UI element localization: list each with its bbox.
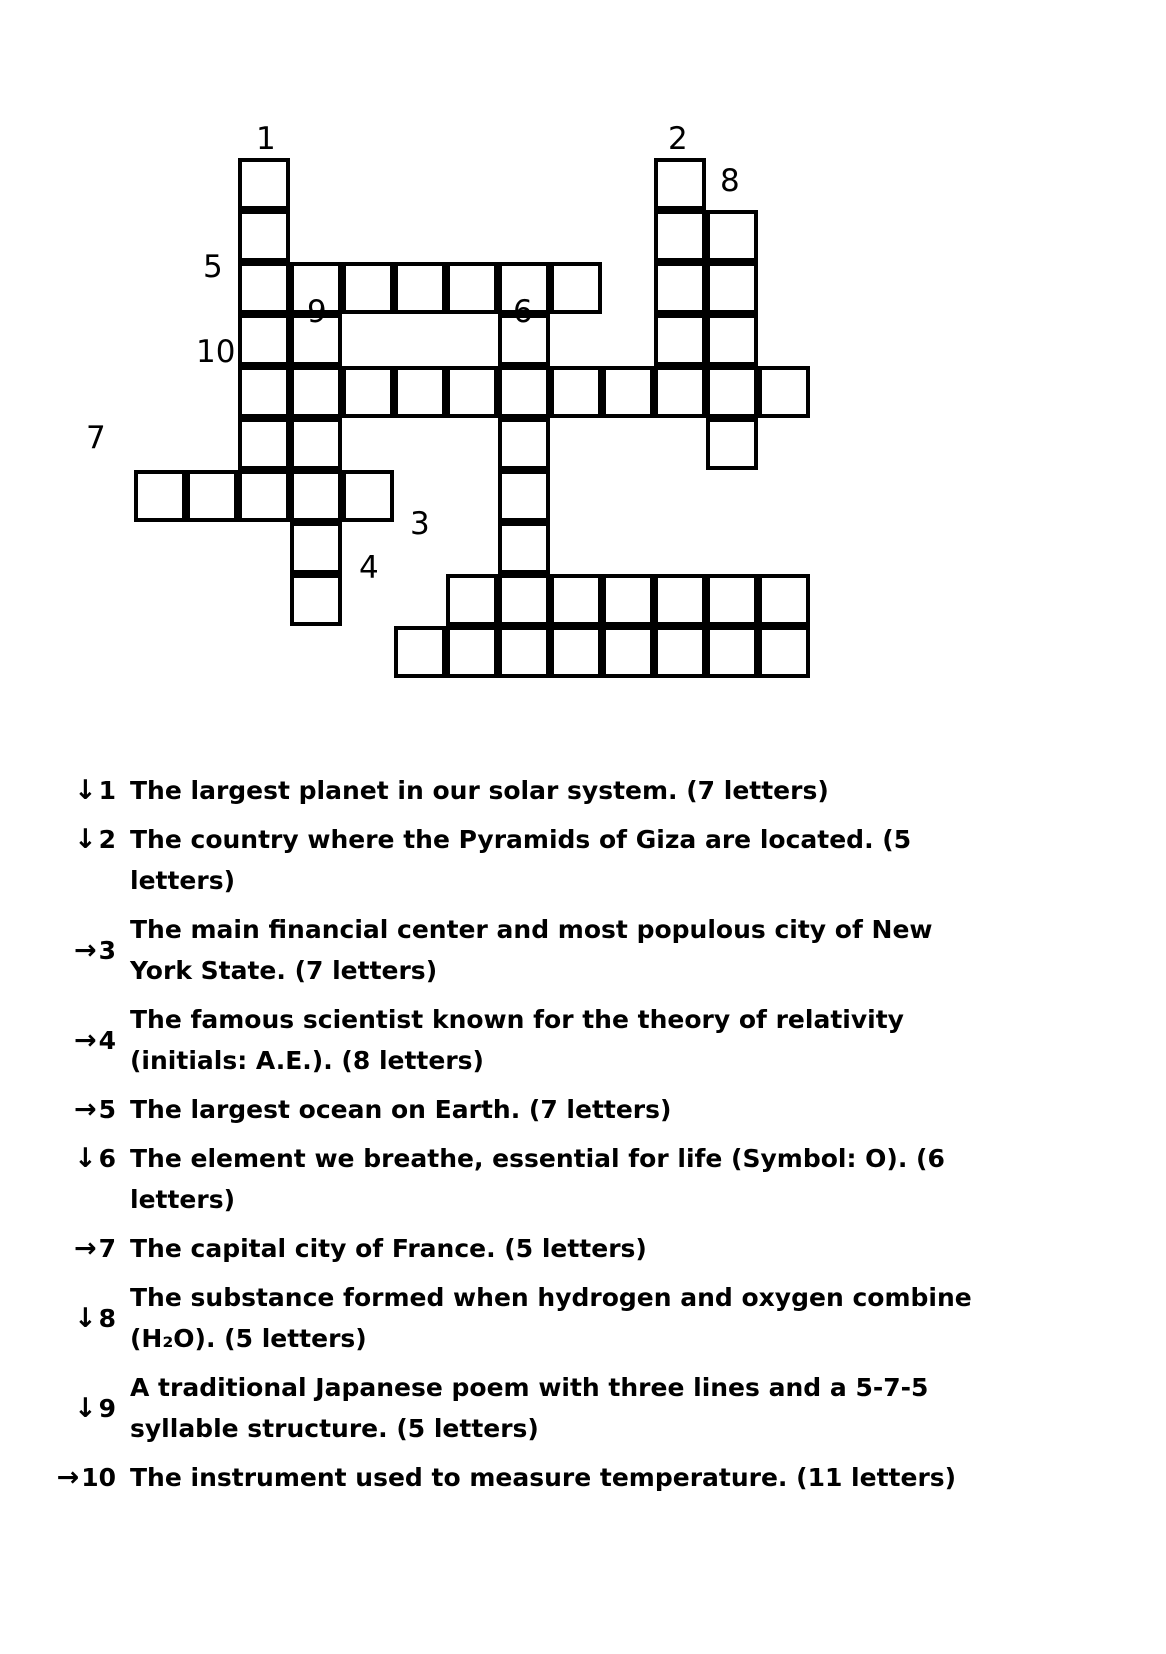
clue-key — [0, 1138, 130, 1179]
crossword-cell[interactable] — [706, 574, 758, 626]
clue-text: The substance formed when hydrogen and oxygen combine (H₂O). (5 letters) — [130, 1283, 972, 1353]
clue-key — [0, 1089, 130, 1130]
crossword-cell[interactable] — [706, 314, 758, 366]
clue-key — [0, 1457, 130, 1498]
crossword-cell[interactable] — [550, 574, 602, 626]
clue-number: 7 — [98, 1234, 116, 1263]
clue-item — [0, 819, 1166, 901]
crossword-cell[interactable] — [394, 366, 446, 418]
crossword-cell[interactable] — [654, 262, 706, 314]
crossword-cell[interactable] — [602, 626, 654, 678]
clue-list — [0, 770, 1166, 1506]
clue-number: 5 — [98, 1095, 116, 1124]
crossword-cell[interactable] — [706, 626, 758, 678]
grid-clue-number: 2 — [668, 121, 688, 157]
crossword-cell[interactable] — [498, 366, 550, 418]
clue-number: 9 — [98, 1393, 116, 1423]
crossword-cell[interactable] — [654, 626, 706, 678]
arrow-right-icon: → — [73, 1024, 97, 1056]
clue-number: 3 — [98, 935, 116, 965]
arrow-down-icon: ↓ — [73, 1392, 97, 1424]
crossword-cell[interactable] — [238, 470, 290, 522]
clue-item — [0, 1089, 1166, 1130]
clue-text: The capital city of France. (5 letters) — [130, 1234, 647, 1263]
crossword-cell[interactable] — [758, 574, 810, 626]
clue-number: 10 — [81, 1463, 116, 1492]
clue-text: The main financial center and most populous city of New York State. (7 letters) — [130, 915, 933, 985]
crossword-cell[interactable] — [654, 158, 706, 210]
grid-clue-number: 4 — [359, 550, 379, 586]
clue-item — [0, 999, 1166, 1081]
crossword-cell[interactable] — [446, 366, 498, 418]
grid-clue-number: 6 — [513, 294, 533, 330]
clue-number: 6 — [98, 1144, 116, 1173]
crossword-cell[interactable] — [134, 470, 186, 522]
crossword-cell[interactable] — [446, 574, 498, 626]
crossword-grid — [0, 0, 1166, 660]
crossword-cell[interactable] — [342, 262, 394, 314]
clue-text: The country where the Pyramids of Giza are located. (5 letters) — [130, 825, 912, 895]
clue-item — [0, 909, 1166, 991]
arrow-right-icon: → — [73, 1094, 97, 1125]
crossword-cell[interactable] — [498, 522, 550, 574]
crossword-cell[interactable] — [706, 262, 758, 314]
clue-key — [0, 1277, 130, 1359]
crossword-cell[interactable] — [238, 314, 290, 366]
grid-clue-number: 7 — [86, 420, 106, 456]
grid-clue-number: 10 — [196, 334, 236, 370]
clue-text: The instrument used to measure temperature. (11 letters) — [130, 1463, 957, 1492]
crossword-cell[interactable] — [550, 366, 602, 418]
clue-item — [0, 1228, 1166, 1269]
crossword-cell[interactable] — [654, 210, 706, 262]
crossword-cell[interactable] — [706, 210, 758, 262]
clue-key — [0, 909, 130, 991]
clue-item — [0, 1367, 1166, 1449]
grid-clue-number: 8 — [720, 163, 740, 199]
clue-key — [0, 1228, 130, 1269]
crossword-cell[interactable] — [238, 158, 290, 210]
crossword-cell[interactable] — [290, 574, 342, 626]
crossword-cell[interactable] — [498, 626, 550, 678]
arrow-down-icon: ↓ — [73, 775, 97, 806]
clue-item — [0, 1277, 1166, 1359]
grid-clue-number: 9 — [307, 294, 327, 330]
crossword-cell[interactable] — [602, 574, 654, 626]
clue-key — [0, 770, 130, 811]
crossword-cell[interactable] — [498, 574, 550, 626]
clue-text: The largest planet in our solar system. (7 letters) — [130, 776, 829, 805]
crossword-cell[interactable] — [342, 366, 394, 418]
arrow-right-icon: → — [56, 1462, 80, 1493]
crossword-cell[interactable] — [186, 470, 238, 522]
arrow-down-icon: ↓ — [73, 1143, 97, 1174]
crossword-cell[interactable] — [706, 366, 758, 418]
crossword-cell[interactable] — [238, 210, 290, 262]
clue-item — [0, 770, 1166, 811]
clue-item — [0, 1138, 1166, 1220]
clue-number: 1 — [98, 776, 116, 805]
arrow-down-icon: ↓ — [73, 1302, 97, 1334]
clue-text: The largest ocean on Earth. (7 letters) — [130, 1095, 672, 1124]
clue-number: 4 — [98, 1025, 116, 1055]
arrow-right-icon: → — [73, 1233, 97, 1264]
crossword-cell[interactable] — [290, 522, 342, 574]
crossword-cell[interactable] — [238, 418, 290, 470]
crossword-cell[interactable] — [290, 470, 342, 522]
crossword-cell[interactable] — [498, 470, 550, 522]
clue-text: The famous scientist known for the theory of relativity (initials: A.E.). (8 letters) — [130, 1005, 904, 1075]
crossword-cell[interactable] — [290, 418, 342, 470]
crossword-cell[interactable] — [706, 418, 758, 470]
crossword-cell[interactable] — [550, 626, 602, 678]
clue-key — [0, 819, 130, 860]
crossword-cell[interactable] — [290, 366, 342, 418]
clue-number: 2 — [98, 825, 116, 854]
crossword-cell[interactable] — [446, 626, 498, 678]
crossword-cell[interactable] — [394, 262, 446, 314]
clue-text: A traditional Japanese poem with three lines and a 5-7-5 syllable structure. (5 letters) — [130, 1373, 929, 1443]
crossword-cell[interactable] — [238, 366, 290, 418]
arrow-right-icon: → — [73, 934, 97, 966]
grid-clue-number: 1 — [256, 121, 276, 157]
crossword-cell[interactable] — [758, 626, 810, 678]
crossword-cell[interactable] — [550, 262, 602, 314]
crossword-cell[interactable] — [602, 366, 654, 418]
crossword-cell[interactable] — [446, 262, 498, 314]
crossword-cell[interactable] — [342, 470, 394, 522]
grid-clue-number: 5 — [203, 249, 223, 285]
crossword-cell[interactable] — [654, 574, 706, 626]
clue-key — [0, 999, 130, 1081]
crossword-cell[interactable] — [498, 418, 550, 470]
arrow-down-icon: ↓ — [73, 824, 97, 855]
crossword-cell[interactable] — [394, 626, 446, 678]
clue-text: The element we breathe, essential for life (Symbol: O). (6 letters) — [130, 1144, 945, 1214]
crossword-cell[interactable] — [654, 366, 706, 418]
crossword-cell[interactable] — [238, 262, 290, 314]
crossword-cell[interactable] — [654, 314, 706, 366]
clue-key — [0, 1367, 130, 1449]
clue-number: 8 — [98, 1303, 116, 1333]
crossword-cell[interactable] — [758, 366, 810, 418]
grid-clue-number: 3 — [410, 506, 430, 542]
clue-item — [0, 1457, 1166, 1498]
